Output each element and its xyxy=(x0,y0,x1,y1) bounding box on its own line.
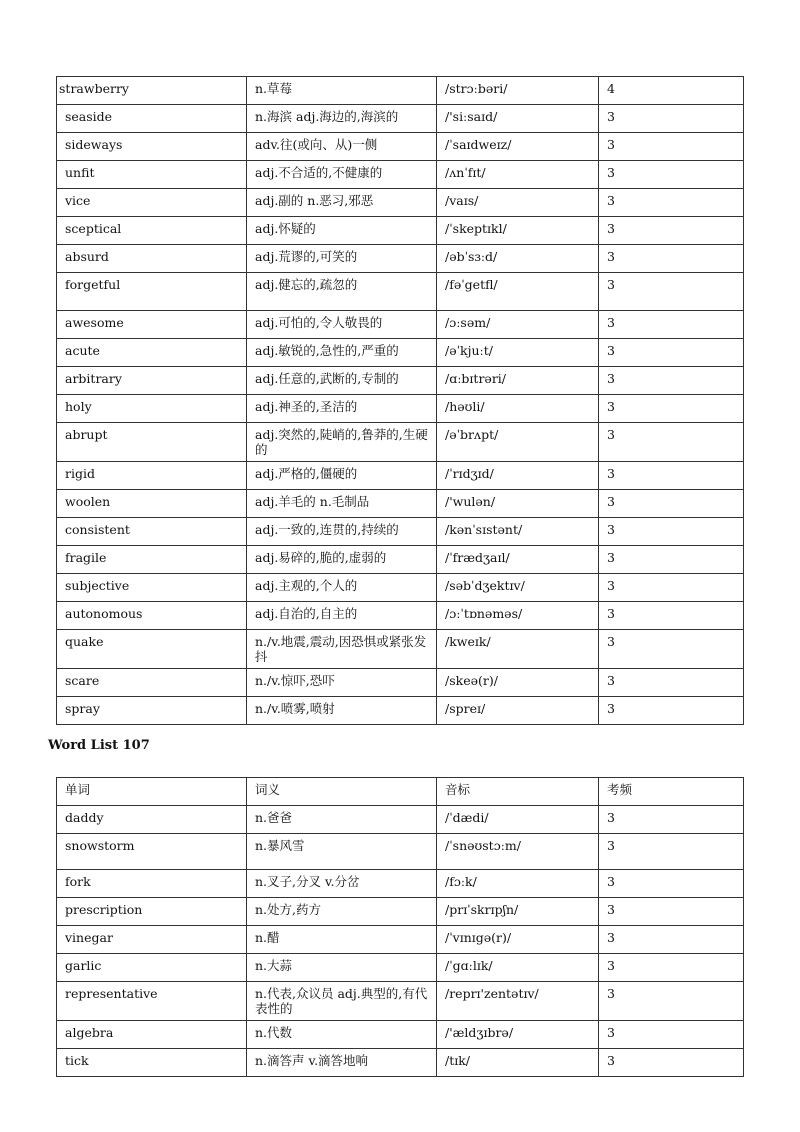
phonetic-cell: /kənˈsɪstənt/ xyxy=(437,518,599,546)
frequency-cell: 3 xyxy=(599,105,744,133)
word-cell: prescription xyxy=(57,898,247,926)
frequency-cell: 3 xyxy=(599,982,744,1021)
frequency-cell: 3 xyxy=(599,954,744,982)
meaning-cell: n.滴答声 v.滴答地响 xyxy=(247,1049,437,1077)
meaning-cell: adj.羊毛的 n.毛制品 xyxy=(247,490,437,518)
frequency-cell: 3 xyxy=(599,395,744,423)
vocab-table-1 xyxy=(56,76,744,725)
table-row xyxy=(57,189,744,217)
phonetic-cell: /ɔːˈtɒnəməs/ xyxy=(437,602,599,630)
table-row xyxy=(57,273,744,311)
phonetic-cell: /ˈvɪnɪgə(r)/ xyxy=(437,926,599,954)
table-row xyxy=(57,395,744,423)
phonetic-cell: /tɪk/ xyxy=(437,1049,599,1077)
table-row xyxy=(57,490,744,518)
phonetic-cell: /vaɪs/ xyxy=(437,189,599,217)
phonetic-cell: /ɑːbɪtrəri/ xyxy=(437,367,599,395)
word-cell: acute xyxy=(57,339,247,367)
frequency-cell: 3 xyxy=(599,161,744,189)
phonetic-cell: /ˈfrædʒaɪl/ xyxy=(437,546,599,574)
phonetic-cell: /ˈsaɪdweɪz/ xyxy=(437,133,599,161)
phonetic-cell: /əˈbrʌpt/ xyxy=(437,423,599,462)
frequency-cell: 3 xyxy=(599,311,744,339)
meaning-cell: adj.不合适的,不健康的 xyxy=(247,161,437,189)
table-row xyxy=(57,574,744,602)
table-row xyxy=(57,1021,744,1049)
meaning-cell: adj.副的 n.恶习,邪恶 xyxy=(247,189,437,217)
table-row xyxy=(57,311,744,339)
table-row xyxy=(57,462,744,490)
frequency-cell: 3 xyxy=(599,697,744,725)
frequency-cell: 3 xyxy=(599,546,744,574)
word-cell: scare xyxy=(57,669,247,697)
frequency-cell: 3 xyxy=(599,518,744,546)
table-row xyxy=(57,161,744,189)
meaning-cell: n.暴风雪 xyxy=(247,834,437,870)
table-row xyxy=(57,834,744,870)
vocab-table-2 xyxy=(56,777,744,1077)
frequency-cell: 3 xyxy=(599,367,744,395)
meaning-cell: n.醋 xyxy=(247,926,437,954)
phonetic-cell: /skeə(r)/ xyxy=(437,669,599,697)
table-row xyxy=(57,669,744,697)
word-cell: strawberry xyxy=(57,77,247,105)
table-row xyxy=(57,133,744,161)
meaning-cell: n.代数 xyxy=(247,1021,437,1049)
frequency-cell: 3 xyxy=(599,834,744,870)
frequency-cell: 3 xyxy=(599,217,744,245)
table-row xyxy=(57,518,744,546)
frequency-cell: 3 xyxy=(599,423,744,462)
word-cell: vice xyxy=(57,189,247,217)
meaning-cell: n.海滨 adj.海边的,海滨的 xyxy=(247,105,437,133)
word-cell: woolen xyxy=(57,490,247,518)
phonetic-cell: /strɔːbəri/ xyxy=(437,77,599,105)
frequency-cell: 3 xyxy=(599,898,744,926)
table-row xyxy=(57,926,744,954)
phonetic-cell: /əbˈsɜːd/ xyxy=(437,245,599,273)
table-row xyxy=(57,602,744,630)
phonetic-cell: /ˈgɑːlɪk/ xyxy=(437,954,599,982)
table-row xyxy=(57,806,744,834)
header-word: 单词 xyxy=(57,778,247,806)
table-row xyxy=(57,77,744,105)
phonetic-cell: /ˈsnəʊstɔːm/ xyxy=(437,834,599,870)
phonetic-cell: /ˈrɪdʒɪd/ xyxy=(437,462,599,490)
word-cell: abrupt xyxy=(57,423,247,462)
meaning-cell: adj.怀疑的 xyxy=(247,217,437,245)
section-title: Word List 107 xyxy=(48,738,150,753)
word-cell: forgetful xyxy=(57,273,247,311)
phonetic-cell: /ˈdædi/ xyxy=(437,806,599,834)
meaning-cell: adj.一致的,连贯的,持续的 xyxy=(247,518,437,546)
meaning-cell: adv.往(或向、从)一侧 xyxy=(247,133,437,161)
header-phonetic: 音标 xyxy=(437,778,599,806)
word-cell: sideways xyxy=(57,133,247,161)
phonetic-cell: /kweɪk/ xyxy=(437,630,599,669)
table-row xyxy=(57,217,744,245)
phonetic-cell: /prɪˈskrɪpʃn/ xyxy=(437,898,599,926)
table-header-row xyxy=(57,778,744,806)
word-cell: fragile xyxy=(57,546,247,574)
meaning-cell: n.草莓 xyxy=(247,77,437,105)
word-cell: representative xyxy=(57,982,247,1021)
table-row xyxy=(57,105,744,133)
meaning-cell: n.代表,众议员 adj.典型的,有代表性的 xyxy=(247,982,437,1021)
table-row xyxy=(57,423,744,462)
word-cell: awesome xyxy=(57,311,247,339)
phonetic-cell: /ɔːsəm/ xyxy=(437,311,599,339)
frequency-cell: 3 xyxy=(599,1049,744,1077)
word-cell: holy xyxy=(57,395,247,423)
phonetic-cell: /ˈskeptɪkl/ xyxy=(437,217,599,245)
frequency-cell: 3 xyxy=(599,462,744,490)
phonetic-cell: /fəˈgetfl/ xyxy=(437,273,599,311)
frequency-cell: 3 xyxy=(599,1021,744,1049)
meaning-cell: n./v.喷雾,喷射 xyxy=(247,697,437,725)
meaning-cell: adj.主观的,个人的 xyxy=(247,574,437,602)
frequency-cell: 3 xyxy=(599,273,744,311)
meaning-cell: adj.严格的,僵硬的 xyxy=(247,462,437,490)
phonetic-cell: /'siːsaɪd/ xyxy=(437,105,599,133)
meaning-cell: n.叉子,分叉 v.分岔 xyxy=(247,870,437,898)
phonetic-cell: /'ældʒɪbrə/ xyxy=(437,1021,599,1049)
meaning-cell: adj.荒谬的,可笑的 xyxy=(247,245,437,273)
table-row xyxy=(57,367,744,395)
header-meaning: 词义 xyxy=(247,778,437,806)
meaning-cell: n./v.地震,震动,因恐惧或紧张发抖 xyxy=(247,630,437,669)
phonetic-cell: /fɔːk/ xyxy=(437,870,599,898)
word-cell: sceptical xyxy=(57,217,247,245)
word-cell: autonomous xyxy=(57,602,247,630)
frequency-cell: 3 xyxy=(599,133,744,161)
frequency-cell: 4 xyxy=(599,77,744,105)
frequency-cell: 3 xyxy=(599,806,744,834)
frequency-cell: 3 xyxy=(599,630,744,669)
phonetic-cell: /spreɪ/ xyxy=(437,697,599,725)
frequency-cell: 3 xyxy=(599,870,744,898)
phonetic-cell: /'wulən/ xyxy=(437,490,599,518)
table-row xyxy=(57,697,744,725)
word-cell: garlic xyxy=(57,954,247,982)
frequency-cell: 3 xyxy=(599,339,744,367)
meaning-cell: adj.任意的,武断的,专制的 xyxy=(247,367,437,395)
word-cell: subjective xyxy=(57,574,247,602)
word-cell: absurd xyxy=(57,245,247,273)
meaning-cell: adj.健忘的,疏忽的 xyxy=(247,273,437,311)
table-row xyxy=(57,982,744,1021)
frequency-cell: 3 xyxy=(599,669,744,697)
frequency-cell: 3 xyxy=(599,189,744,217)
meaning-cell: n.大蒜 xyxy=(247,954,437,982)
phonetic-cell: /həʊli/ xyxy=(437,395,599,423)
frequency-cell: 3 xyxy=(599,574,744,602)
table-row xyxy=(57,339,744,367)
word-cell: snowstorm xyxy=(57,834,247,870)
frequency-cell: 3 xyxy=(599,602,744,630)
meaning-cell: n.爸爸 xyxy=(247,806,437,834)
table-row xyxy=(57,870,744,898)
meaning-cell: adj.自治的,自主的 xyxy=(247,602,437,630)
phonetic-cell: /səbˈdʒektɪv/ xyxy=(437,574,599,602)
meaning-cell: adj.敏锐的,急性的,严重的 xyxy=(247,339,437,367)
word-cell: algebra xyxy=(57,1021,247,1049)
phonetic-cell: /əˈkjuːt/ xyxy=(437,339,599,367)
phonetic-cell: /ʌnˈfɪt/ xyxy=(437,161,599,189)
table-row xyxy=(57,245,744,273)
meaning-cell: n.处方,药方 xyxy=(247,898,437,926)
word-cell: quake xyxy=(57,630,247,669)
word-cell: consistent xyxy=(57,518,247,546)
table-row xyxy=(57,898,744,926)
meaning-cell: n./v.惊吓,恐吓 xyxy=(247,669,437,697)
word-cell: seaside xyxy=(57,105,247,133)
meaning-cell: adj.神圣的,圣洁的 xyxy=(247,395,437,423)
word-cell: spray xyxy=(57,697,247,725)
phonetic-cell: /reprɪ'zentətɪv/ xyxy=(437,982,599,1021)
frequency-cell: 3 xyxy=(599,245,744,273)
meaning-cell: adj.可怕的,令人敬畏的 xyxy=(247,311,437,339)
frequency-cell: 3 xyxy=(599,926,744,954)
word-cell: rigid xyxy=(57,462,247,490)
table-row xyxy=(57,630,744,669)
frequency-cell: 3 xyxy=(599,490,744,518)
table-row xyxy=(57,546,744,574)
word-cell: fork xyxy=(57,870,247,898)
meaning-cell: adj.易碎的,脆的,虚弱的 xyxy=(247,546,437,574)
meaning-cell: adj.突然的,陡峭的,鲁莽的,生硬的 xyxy=(247,423,437,462)
table-row xyxy=(57,1049,744,1077)
word-cell: unfit xyxy=(57,161,247,189)
header-frequency: 考频 xyxy=(599,778,744,806)
word-cell: vinegar xyxy=(57,926,247,954)
word-cell: arbitrary xyxy=(57,367,247,395)
word-cell: daddy xyxy=(57,806,247,834)
word-cell: tick xyxy=(57,1049,247,1077)
table-row xyxy=(57,954,744,982)
